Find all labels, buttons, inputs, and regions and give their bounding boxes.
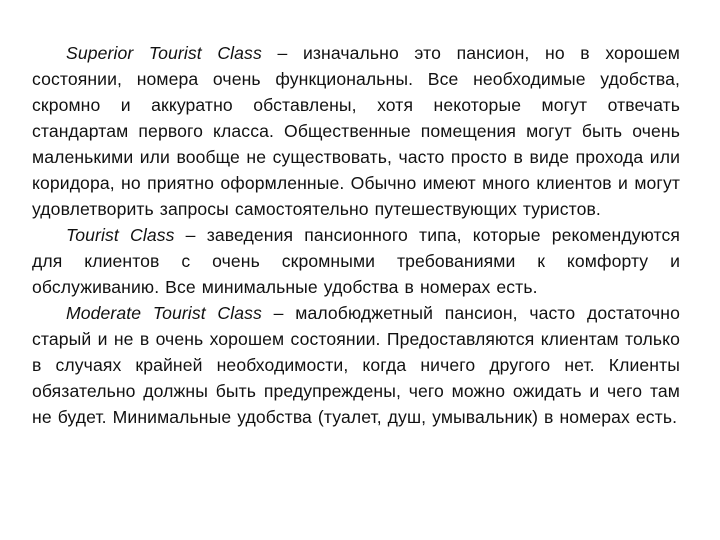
term-superior-tourist-class: Superior Tourist Class: [66, 43, 262, 63]
definition-moderate-tourist-class: – малобюджетный пансион, часто достаточно старый и не в очень хорошем состоянии. Предоставляются клиентам только в случаях крайней необходимости, когда ничего другого нет. Клиенты обязательно должны быть предупреждены, чего можно ожидать и чего там не будет. Минимальные удобства (туалет, душ, умывальник) в номерах есть.: [32, 303, 681, 427]
definition-tourist-class: – заведения пансионного типа, которые рекомендуются для клиентов с очень скромными требованиями к комфорту и обслуживанию. Все минимальные удобства в номерах есть.: [32, 225, 680, 297]
paragraph-superior-tourist-class: [32, 40, 680, 222]
document-body: [32, 40, 680, 430]
paragraph-tourist-class: [32, 222, 680, 300]
definition-superior-tourist-class: – изначально это пансион, но в хорошем состоянии, номера очень функциональны. Все необходимые удобства, скромно и аккуратно обставлены, хотя некоторые могут отвечать стандартам первого класса. Общественные помещения могут быть очень маленькими или вообще не существовать, часто просто в виде прохода или коридора, но приятно оформленные. Обычно имеют много клиентов и могут удовлетворить запросы самостоятельно путешествующих туристов.: [32, 43, 681, 219]
term-moderate-tourist-class: Moderate Tourist Class: [66, 303, 262, 323]
paragraph-moderate-tourist-class: [32, 300, 680, 430]
term-tourist-class: Tourist Class: [66, 225, 175, 245]
